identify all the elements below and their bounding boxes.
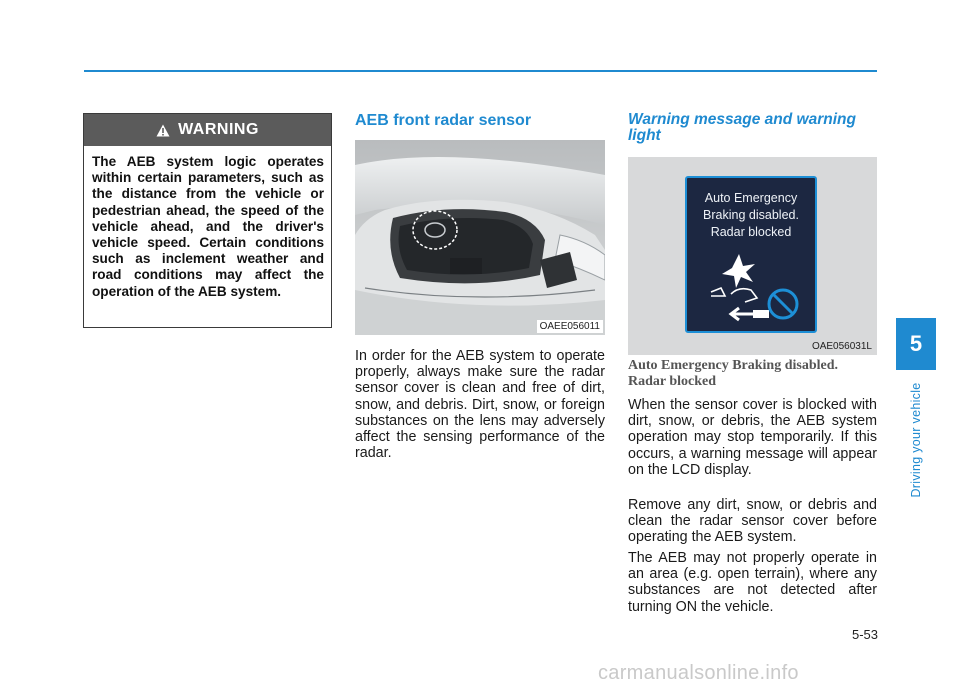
warning-title: WARNING bbox=[178, 121, 259, 138]
lcd-message bbox=[687, 190, 815, 241]
image-code: OAEE056011 bbox=[537, 320, 603, 333]
radar-blocked-icon bbox=[695, 252, 809, 328]
page-number: 5-53 bbox=[851, 627, 878, 642]
lcd-line: Braking disabled. bbox=[703, 208, 799, 222]
warning-section-title: Warning message and warning light bbox=[628, 111, 856, 144]
paragraph: When the sensor cover is blocked with dirt, snow, or debris, the AEB system operation may stop temporarily. If this occurs, a warning message will appear on the LCD display. bbox=[628, 397, 877, 478]
radar-paragraph: In order for the AEB system to operate properly, always make sure the radar sensor cover is clean and free of dirt, snow, and debris. Dirt, snow, or foreign substances on the lens may adversely affect the sensing performance of the radar. bbox=[355, 348, 605, 462]
chapter-number-tab: 5 bbox=[896, 318, 936, 370]
lcd-line: Auto Emergency bbox=[704, 191, 798, 205]
section-title: AEB front radar sensor bbox=[355, 112, 532, 129]
warning-triangle-icon bbox=[156, 124, 170, 137]
image-code: OAE056031L bbox=[811, 341, 872, 352]
lcd-warning-illustration bbox=[628, 157, 877, 355]
paragraph: The AEB may not properly operate in an area (e.g. open terrain), where any substances are not detected after turning ON the vehicle. bbox=[628, 550, 877, 615]
header-rule bbox=[84, 70, 877, 72]
car-front-image bbox=[355, 140, 605, 335]
chapter-title-text: Driving your vehicle bbox=[909, 382, 923, 498]
lcd-display bbox=[685, 176, 817, 333]
lcd-line: Radar blocked bbox=[710, 225, 792, 239]
radar-sensor-illustration bbox=[355, 140, 605, 335]
message-subtitle: Auto Emergency Braking disabled. Radar blocked bbox=[628, 358, 839, 389]
warning-header bbox=[84, 114, 331, 146]
warning-box bbox=[83, 113, 332, 328]
chapter-title bbox=[896, 380, 936, 500]
paragraph: Remove any dirt, snow, or debris and clean the radar sensor cover before operating the AEB system. bbox=[628, 497, 877, 546]
watermark: carmanualsonline.info bbox=[598, 662, 799, 684]
warning-text: The AEB system logic operates within certain parameters, such as the distance from the vehicle or pedestrian ahead, the speed of the vehicle ahead, and the driver's vehicle speed. Certain conditions such as inclement weather and road conditions may affect the operation of the AEB system. bbox=[92, 154, 324, 299]
